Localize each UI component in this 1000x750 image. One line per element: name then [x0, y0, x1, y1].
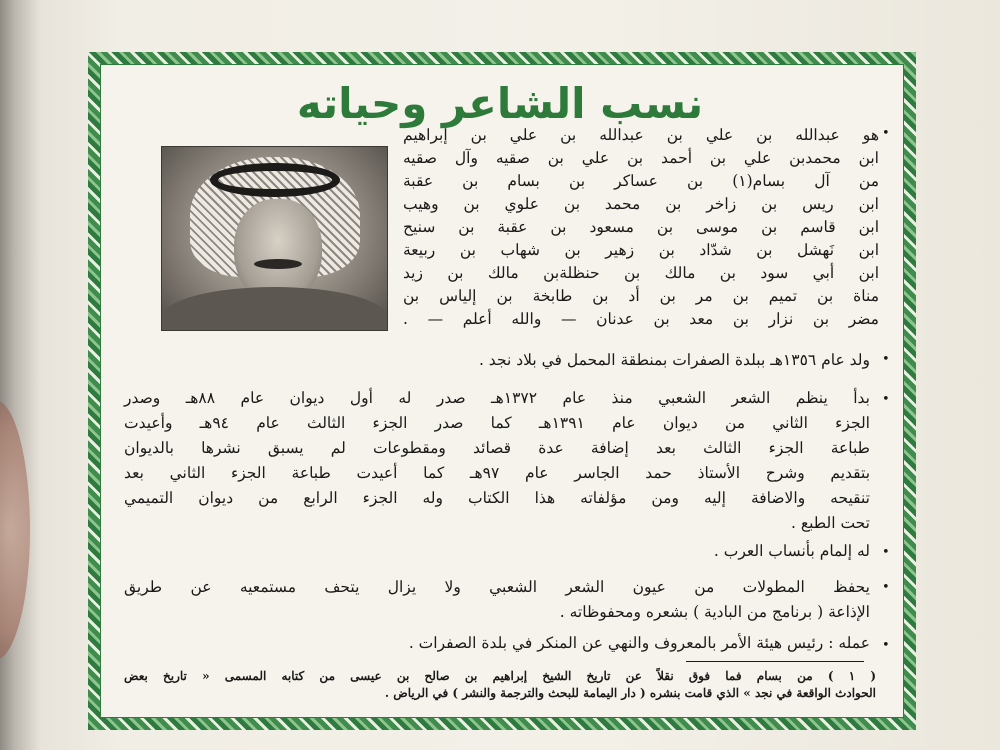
poetry-paragraph	[124, 386, 870, 536]
memorization-paragraph	[124, 575, 870, 625]
bullet-poetry: •	[882, 392, 890, 407]
portrait-shoulders	[162, 287, 387, 331]
genealogy-line: له إلمام بأنساب العرب .	[713, 542, 870, 560]
lineage-line: ابن نَهشل بن شدّاد بن زهير بن شهاب بن ربيعة	[403, 241, 879, 259]
work-paragraph	[200, 632, 870, 654]
lineage-paragraph	[403, 124, 879, 331]
bullet-work: •	[882, 638, 890, 653]
lineage-line: ابن ريس بن زاخر بن محمد بن علوي بن وهيب	[403, 195, 879, 213]
lineage-line: من آل بسام(١) بن عساكر بن بسام بن عقبة	[403, 172, 879, 190]
footnote-line: الحوادث الواقعة في نجد » الذي قامت بنشره ( دار اليمامة للبحث والترجمة والنشر ) في الرياض .	[384, 686, 876, 700]
memorization-line: يحفظ المطولات من عيون الشعر الشعبي ولا يزال يتحف مستمعيه عن طريق	[124, 578, 870, 596]
bullet-memorization: •	[882, 580, 890, 595]
footnote-separator	[686, 661, 864, 662]
lineage-line: مضر بن نزار بن معد بن عدنان — والله أعلم — .	[403, 310, 879, 328]
memorization-line: الإذاعة ( برنامج من البادية ) بشعره ومحفوظاته .	[559, 603, 870, 621]
poetry-line: طباعة الجزء الثالث بعد إضافة عدة قصائد ومقطوعات لم يسبق نشرها بالديوان	[124, 439, 870, 457]
footnote	[124, 668, 876, 702]
birth-line: ولد عام ١٣٥٦هـ ببلدة الصفرات بمنطقة المحمل في بلاد نجد .	[478, 351, 870, 369]
poetry-line: تحت الطبع .	[791, 514, 870, 532]
poet-portrait	[161, 146, 388, 331]
bullet-birth: •	[882, 352, 890, 367]
bullet-lineage: •	[882, 126, 890, 141]
genealogy-paragraph	[500, 540, 870, 562]
portrait-mustache	[254, 259, 302, 269]
poetry-line: بتقديم وشرح الأستاذ حمد الجاسر عام ٩٧هـ كما أعيدت طباعة الجزء الثاني بعد	[124, 464, 871, 482]
bullet-genealogy: •	[882, 545, 890, 560]
lineage-line: ابن قاسم بن موسى بن مسعود بن عقبة بن سنيح	[403, 218, 879, 236]
lineage-line: ابن محمدبن علي بن أحمد بن علي بن صقيه وآل صقيه	[403, 149, 879, 167]
portrait-agal	[210, 163, 340, 197]
work-line: عمله : رئيس هيئة الأمر بالمعروف والنهي عن المنكر في بلدة الصفرات .	[408, 634, 870, 652]
lineage-line: هو عبدالله بن علي بن عبدالله بن علي بن إبراهيم	[403, 126, 879, 144]
poetry-line: تنقيحه والاضافة إليه ومن مؤلفاته هذا الكتاب وله الجزء الرابع من ديوان التميمي	[124, 489, 870, 507]
page-title: نسب الشاعر وحياته	[296, 79, 704, 128]
lineage-line: ابن أبي سود بن مالك بن حنظلةبن مالك بن زيد	[403, 264, 879, 282]
footnote-line: ( ١ ) من بسام فما فوق نقلاً عن تاريخ الشيخ إبراهيم بن صالح بن عيسى من كتابه المسمى « تاريخ بعض	[124, 669, 876, 683]
birth-paragraph	[290, 349, 870, 371]
lineage-line: مناة بن تميم بن مر بن أد بن طابخة بن إلياس بن	[403, 287, 879, 305]
poetry-line: الجزء الثاني من ديوان عام ١٣٩١هـ كما صدر الجزء الثالث عام ٩٤هـ وأعيدت	[124, 414, 870, 432]
poetry-line: بدأ ينظم الشعر الشعبي منذ عام ١٣٧٢هـ صدر له أول ديوان عام ٨٨هـ وصدر	[124, 389, 870, 407]
